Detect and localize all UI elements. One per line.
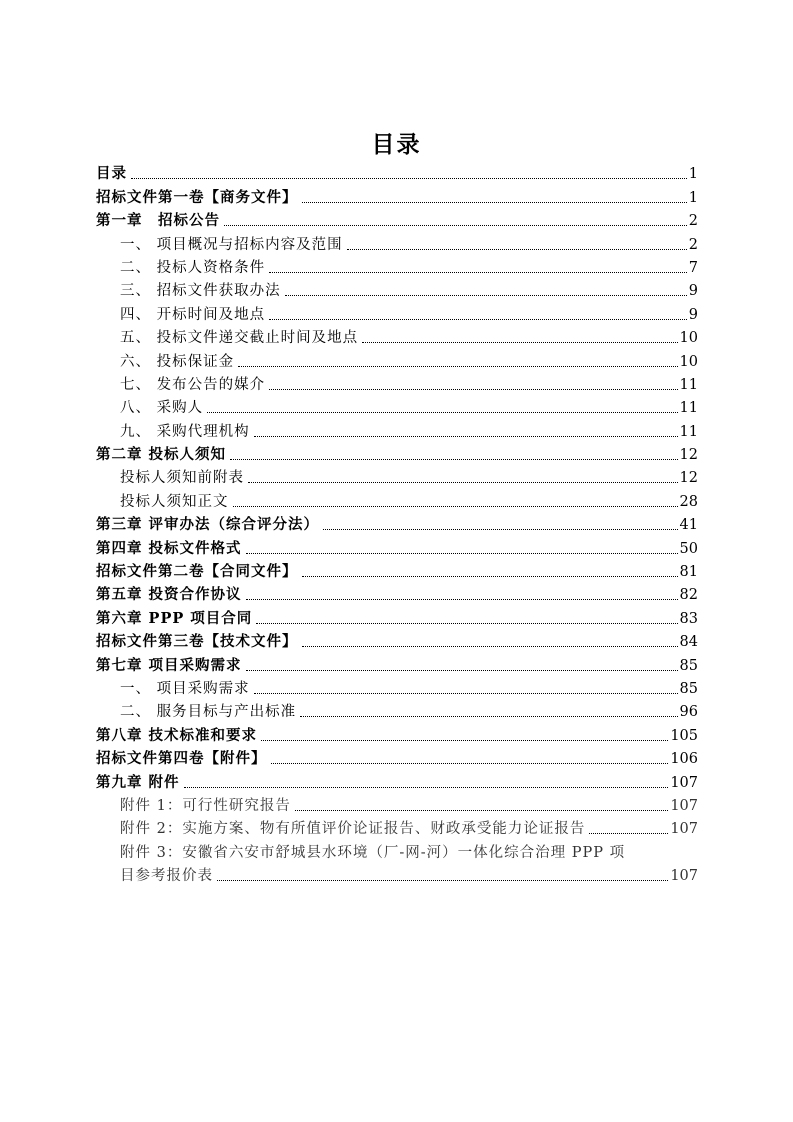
toc-dot-leader <box>217 880 668 881</box>
toc-dot-leader <box>246 599 678 600</box>
toc-entry[interactable] <box>96 816 698 839</box>
toc-entry[interactable] <box>96 535 698 558</box>
toc-entry[interactable] <box>96 161 698 184</box>
toc-entry[interactable] <box>96 348 698 371</box>
toc-dot-leader <box>302 646 678 647</box>
toc-page-number: 1 <box>688 166 698 183</box>
toc-entry-label: 第五章 投资合作协议 <box>96 586 242 604</box>
toc-entry[interactable] <box>96 839 698 862</box>
toc-dot-leader <box>295 810 668 811</box>
toc-entry[interactable] <box>96 793 698 816</box>
toc-entry[interactable] <box>96 699 698 722</box>
toc-entry-label: 第七章 项目采购需求 <box>96 656 242 674</box>
toc-entry[interactable] <box>96 418 698 441</box>
toc-entry[interactable] <box>96 465 698 488</box>
toc-entry[interactable] <box>96 652 698 675</box>
toc-entry[interactable] <box>96 395 698 418</box>
toc-page-number: 1 <box>688 189 698 206</box>
toc-dot-leader <box>224 225 687 226</box>
toc-entry-label: 目参考报价表 <box>120 868 213 885</box>
toc-entry[interactable] <box>96 605 698 628</box>
toc-page-number: 107 <box>670 774 698 791</box>
page-title: 目录 <box>371 131 422 158</box>
toc-entry[interactable] <box>96 301 698 324</box>
toc-entry-label: 二、 投标人资格条件 <box>120 259 266 276</box>
toc-entry[interactable] <box>96 512 698 535</box>
toc-page-number: 107 <box>670 868 698 885</box>
toc-dot-leader <box>246 553 678 554</box>
toc-entry-label: 附件 3：安徽省六安市舒城县水环境（厂-网-河）一体化综合治理 PPP 项 <box>120 844 626 861</box>
toc-entry[interactable] <box>96 629 698 652</box>
toc-page-number: 11 <box>679 400 698 417</box>
toc-dot-leader <box>238 366 677 367</box>
toc-entry[interactable] <box>96 488 698 511</box>
toc-page-number: 12 <box>679 447 698 464</box>
toc-page-number: 83 <box>679 610 698 627</box>
toc-page-number: 9 <box>688 306 698 323</box>
toc-entry[interactable] <box>96 559 698 582</box>
toc-dot-leader <box>347 249 687 250</box>
toc-page-number: 81 <box>679 564 698 581</box>
toc-page-number: 2 <box>688 236 698 253</box>
toc-entry-label: 招标文件第二卷【合同文件】 <box>96 563 298 581</box>
toc-entry-label: 五、 投标文件递交截止时间及地点 <box>120 330 359 347</box>
toc-entry-label: 第九章 附件 <box>96 773 180 791</box>
toc-dot-leader <box>184 787 669 788</box>
toc-entry[interactable] <box>96 208 698 231</box>
toc-entry-label: 招标文件第四卷【附件】 <box>96 750 267 768</box>
toc-entry[interactable] <box>96 582 698 605</box>
toc-page-number: 11 <box>679 423 698 440</box>
toc-entry-label: 招标文件第三卷【技术文件】 <box>96 633 298 651</box>
toc-entry-label: 第六章 PPP 项目合同 <box>96 609 253 627</box>
toc-dot-leader <box>589 833 668 834</box>
toc-dot-leader <box>230 459 677 460</box>
toc-entry-label: 第一章 招标公告 <box>96 212 220 230</box>
toc-entry-label: 第二章 投标人须知 <box>96 446 227 464</box>
toc-page-number: 105 <box>670 727 698 744</box>
toc-dot-leader <box>323 529 678 530</box>
toc-dot-leader <box>254 436 678 437</box>
toc-page-number: 7 <box>688 259 698 276</box>
toc-entry-label: 三、 招标文件获取办法 <box>120 283 281 300</box>
toc-entry[interactable] <box>96 769 698 792</box>
toc-entry-label: 第八章 技术标准和要求 <box>96 726 258 744</box>
toc-dot-leader <box>131 178 687 179</box>
toc-entry[interactable] <box>96 184 698 207</box>
toc-entry-label: 二、 服务目标与产出标准 <box>120 704 297 721</box>
toc-page-number: 2 <box>688 213 698 230</box>
toc-entry-label: 第四章 投标文件格式 <box>96 539 242 557</box>
toc-dot-leader <box>269 272 687 273</box>
toc-entry-label: 四、 开标时间及地点 <box>120 306 266 323</box>
toc-dot-leader <box>256 623 677 624</box>
toc-dot-leader <box>246 670 678 671</box>
toc-entry-label: 目录 <box>96 165 127 183</box>
toc-entry[interactable] <box>96 746 698 769</box>
toc-dot-leader <box>207 412 677 413</box>
toc-dot-leader <box>261 740 668 741</box>
toc-dot-leader <box>302 202 687 203</box>
toc-entry-label: 招标文件第一卷【商务文件】 <box>96 188 298 206</box>
toc-page-number: 50 <box>679 540 698 557</box>
toc-dot-leader <box>269 389 677 390</box>
toc-dot-leader <box>248 482 678 483</box>
toc-entry-label: 六、 投标保证金 <box>120 353 235 370</box>
toc-entry[interactable] <box>96 863 698 886</box>
toc-page-number: 28 <box>679 493 698 510</box>
toc-page-number: 107 <box>670 797 698 814</box>
toc-page-number: 41 <box>679 517 698 534</box>
toc-entry-label: 一、 项目概况与招标内容及范围 <box>120 236 343 253</box>
toc-page-number: 82 <box>679 587 698 604</box>
toc-dot-leader <box>233 506 678 507</box>
toc-entry-label: 附件 2：实施方案、物有所值评价论证报告、财政承受能力论证报告 <box>120 821 586 838</box>
toc-page-number: 10 <box>679 330 698 347</box>
toc-entry-label: 附件 1：可行性研究报告 <box>120 797 291 814</box>
toc-entry-label: 投标人须知正文 <box>120 493 229 510</box>
toc-entry-label: 八、 采购人 <box>120 400 204 417</box>
toc-entry-label: 七、 发布公告的媒介 <box>120 376 266 393</box>
toc-page-number: 96 <box>679 704 698 721</box>
toc-entry-label: 一、 项目采购需求 <box>120 680 250 697</box>
toc-page-number: 84 <box>679 634 698 651</box>
toc-page-number: 11 <box>679 376 698 393</box>
toc-dot-leader <box>285 295 687 296</box>
toc-dot-leader <box>269 319 687 320</box>
toc-page-number: 85 <box>679 680 698 697</box>
toc-entry[interactable] <box>96 278 698 301</box>
toc-dot-leader <box>271 763 669 764</box>
toc-entry[interactable] <box>96 722 698 745</box>
toc-entry[interactable] <box>96 231 698 254</box>
toc-entry[interactable] <box>96 255 698 278</box>
toc-dot-leader <box>300 716 677 717</box>
toc-entry[interactable] <box>96 442 698 465</box>
toc-dot-leader <box>362 342 677 343</box>
toc-dot-leader <box>254 693 678 694</box>
toc-entry-label: 投标人须知前附表 <box>120 470 244 487</box>
toc-page-number: 10 <box>679 353 698 370</box>
toc-dot-leader <box>302 576 678 577</box>
toc-entry[interactable] <box>96 372 698 395</box>
toc-page-number: 106 <box>670 751 698 768</box>
toc-entry-label: 九、 采购代理机构 <box>120 423 250 440</box>
table-of-contents <box>96 161 698 886</box>
toc-entry[interactable] <box>96 325 698 348</box>
toc-page-number: 9 <box>688 283 698 300</box>
toc-page-number: 85 <box>679 657 698 674</box>
toc-entry-label: 第三章 评审办法（综合评分法） <box>96 516 320 534</box>
toc-page-number: 12 <box>679 470 698 487</box>
toc-page-number: 107 <box>670 821 698 838</box>
toc-entry[interactable] <box>96 676 698 699</box>
